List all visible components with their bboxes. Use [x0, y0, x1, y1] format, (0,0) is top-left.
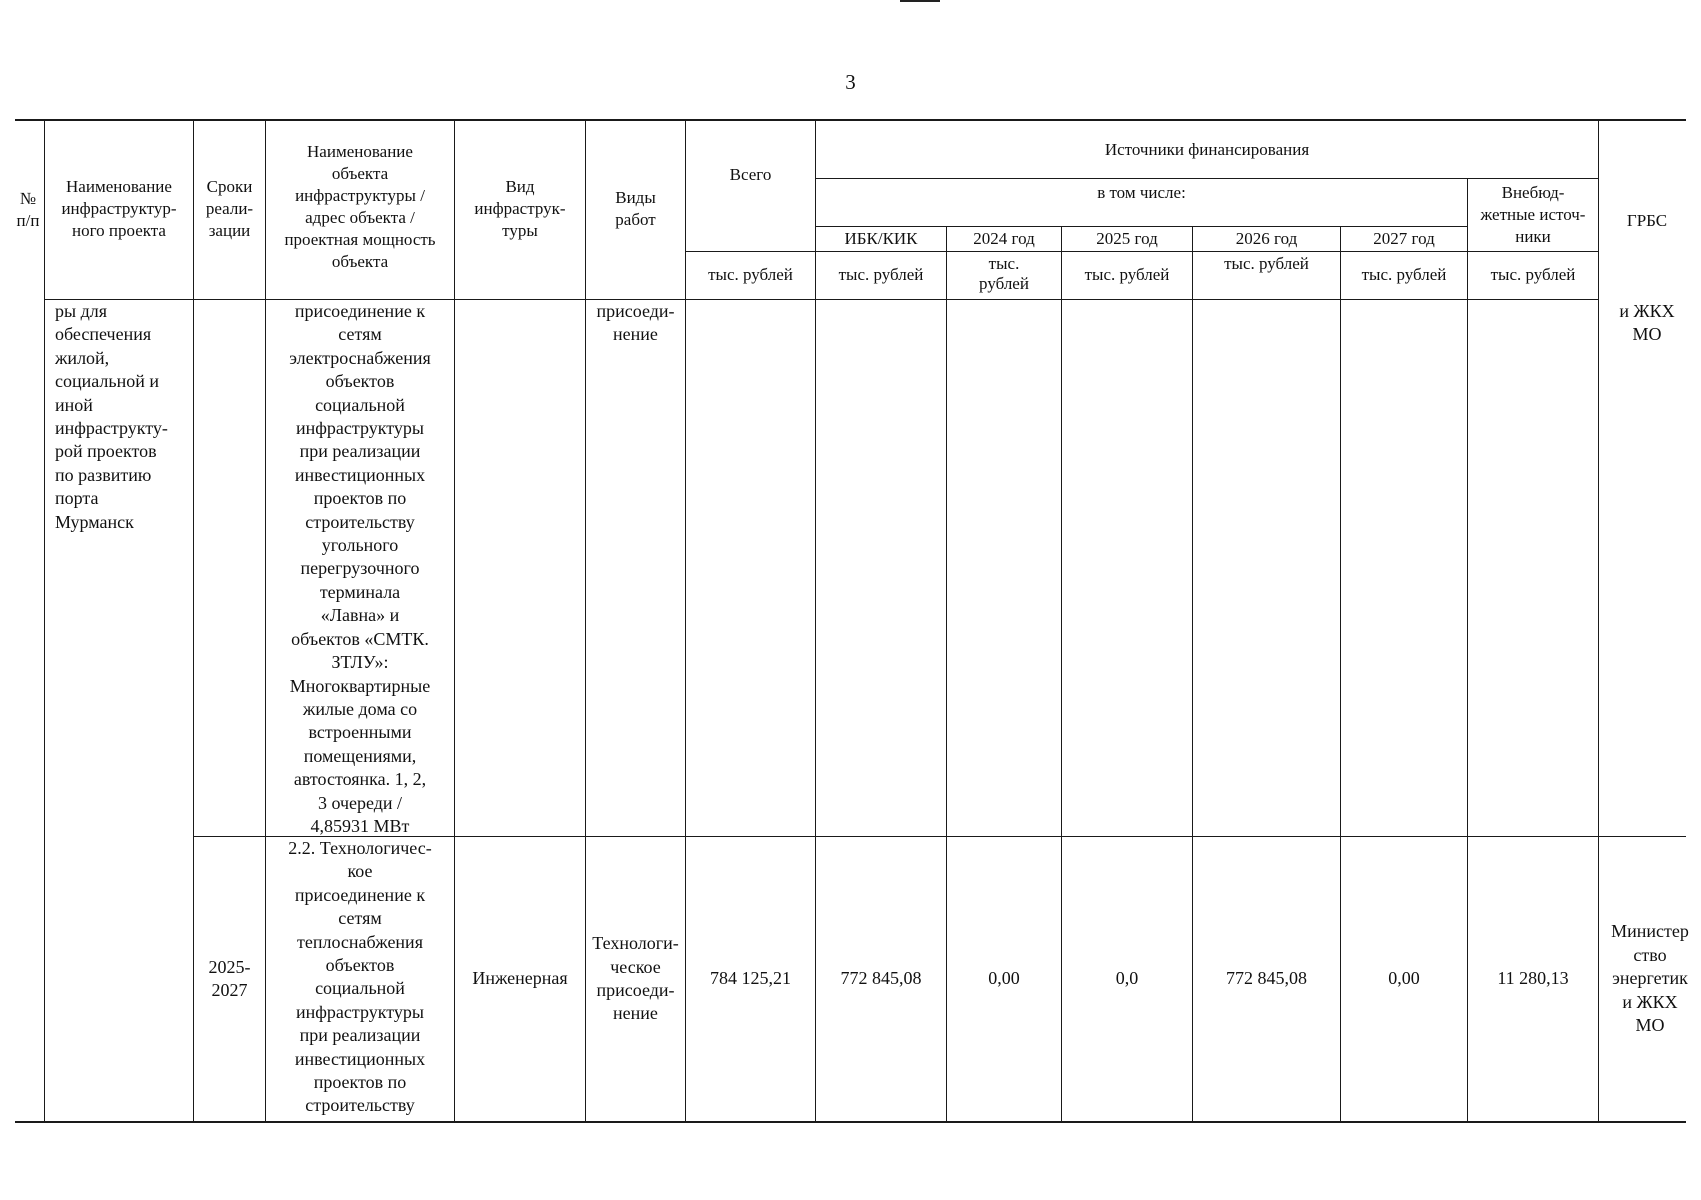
unit-offbudget: тыс. рублей	[1490, 265, 1576, 284]
header-offbudget: Внебюд- жетные источ- ники	[1480, 183, 1586, 246]
header-total: Всего	[729, 165, 772, 184]
row2-2024: 0,00	[988, 968, 1020, 989]
header-funding-sources: Источники финансирования	[1104, 140, 1310, 159]
header-2026: 2026 год	[1235, 229, 1298, 248]
unit-ibk: тыс. рублей	[838, 265, 924, 284]
header-including: в том числе:	[1097, 183, 1186, 202]
header-period: Сроки реали- зации	[205, 177, 254, 240]
row1-project-name: ры для обеспечения жилой, социальной и иной инфраструкту- рой проектов по развитию порта Мурманск	[55, 301, 168, 532]
page-number: 3	[845, 70, 856, 94]
header-work-type: Виды работ	[615, 188, 656, 229]
header-num: № п/п	[16, 189, 40, 230]
unit-total: тыс. рублей	[708, 265, 793, 284]
header-infra-type: Вид инфраструк- туры	[474, 177, 566, 240]
row2-2026: 772 845,08	[1226, 968, 1307, 989]
row1-grbs: и ЖКХ МО	[1619, 301, 1675, 345]
row2-grbs: Министер ство энергетик и ЖКХ МО	[1611, 921, 1689, 1036]
row2-work-type: Технологи- ческое присоеди- нение	[592, 933, 679, 1024]
row1-object-name: присоединение к сетям электроснабжения объектов социальной инфраструктуры при реализации инвестиционных проектов по строительству угольного перегрузочного терминала «Лавна» и объектов «СМТК. ЗТЛУ»: Многоквартирные жилые дома со встроенными помещениями, автостоянка. 1, 2, 3 очереди / 4,85931 МВт	[289, 301, 431, 836]
unit-2024: тыс. рублей	[979, 254, 1029, 293]
col-divider-1	[44, 120, 45, 1122]
row2-ibk: 772 845,08	[840, 968, 922, 989]
row2-total: 784 125,21	[710, 968, 791, 989]
row1-work-type: присоеди- нение	[596, 301, 675, 345]
units-divider	[685, 251, 1599, 252]
header-2027: 2027 год	[1373, 229, 1435, 248]
sources-divider	[815, 178, 1599, 179]
row2-period: 2025- 2027	[208, 956, 251, 1000]
row2-offbudget: 11 280,13	[1497, 968, 1569, 989]
header-object-name: Наименование объекта инфраструктуры / адрес объекта / проектная мощность объекта	[284, 142, 436, 271]
row2-2027: 0,00	[1388, 968, 1420, 989]
years-divider	[815, 226, 1467, 227]
unit-2027: тыс. рублей	[1361, 265, 1447, 284]
header-project-name: Наименование инфраструктур- ного проекта	[61, 177, 177, 240]
header-grbs: ГРБС	[1626, 211, 1668, 230]
unit-2026: тыс. рублей	[1224, 254, 1309, 273]
header-ibk: ИБК/КИК	[844, 229, 918, 248]
unit-2025: тыс. рублей	[1084, 265, 1170, 284]
header-2024: 2024 год	[973, 229, 1035, 248]
row2-infra-type: Инженерная	[472, 968, 568, 989]
row2-2025: 0,0	[1115, 968, 1139, 989]
row2-object-name: 2.2. Технологичес- кое присоединение к сетям теплоснабжения объектов социальной инфраструктуры при реализации инвестиционных проектов по строительству	[288, 838, 432, 1116]
header-2025: 2025 год	[1096, 229, 1158, 248]
